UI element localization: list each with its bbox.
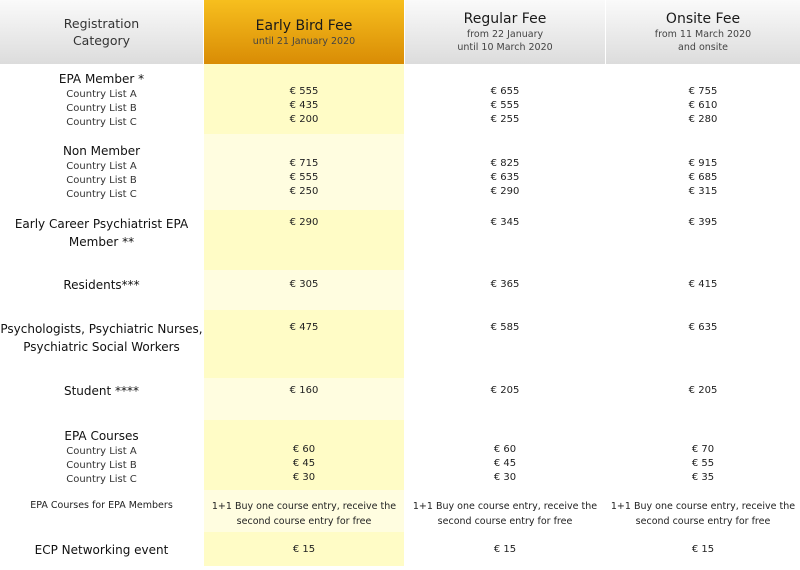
- row-non-member-category: [0, 142, 203, 202]
- offer-text: 1+1 Buy one course entry, receive the: [412, 501, 598, 512]
- price-value: € 15: [292, 544, 316, 555]
- price-cell-early: [204, 278, 404, 292]
- row-title: EPA Courses for EPA Members: [30, 500, 173, 511]
- row-epa-courses-category: [0, 427, 203, 487]
- row-sub-list-a: Country List A: [66, 89, 137, 100]
- offer-cell-early: [204, 499, 404, 529]
- row-sub-list-c: Country List C: [66, 117, 137, 128]
- offer-text: 1+1 Buy one course entry, receive the: [211, 501, 397, 512]
- header-early-dates: until 21 January 2020: [252, 35, 356, 47]
- price-value: € 55: [691, 458, 715, 469]
- price-value: € 715: [289, 158, 319, 169]
- price-value: € 435: [289, 100, 319, 111]
- price-cell-regular: [405, 216, 605, 230]
- header-early-bird-fee: [204, 0, 404, 64]
- price-cell-regular: [405, 278, 605, 292]
- price-value: € 160: [289, 385, 319, 396]
- price-cell-onsite: [606, 278, 800, 292]
- price-value: € 635: [688, 322, 718, 333]
- row-sub-list-c: Country List C: [66, 189, 137, 200]
- row-sub-list-a: Country List A: [66, 446, 137, 457]
- price-cell-onsite: [606, 216, 800, 230]
- price-value: € 60: [292, 444, 316, 455]
- row-residents-category: [0, 276, 203, 294]
- price-cell-onsite: [606, 384, 800, 398]
- offer-cell-regular: [405, 499, 605, 529]
- offer-text: second course entry for free: [236, 516, 372, 527]
- price-cell-regular: [405, 384, 605, 398]
- offer-text: second course entry for free: [437, 516, 573, 527]
- price-cell-regular: [405, 321, 605, 335]
- row-title: Psychologists, Psychiatric Nurses, Psychiatric Social Workers: [0, 322, 203, 354]
- row-sub-list-b: Country List B: [66, 460, 137, 471]
- price-value: € 655: [490, 86, 520, 97]
- price-cell-regular: [405, 443, 605, 485]
- row-title: Student ****: [63, 384, 140, 398]
- row-sub-list-b: Country List B: [66, 103, 137, 114]
- price-value: € 200: [289, 114, 319, 125]
- row-title: EPA Member *: [58, 72, 145, 86]
- price-cell-early: [204, 384, 404, 398]
- row-title: ECP Networking event: [34, 543, 169, 557]
- price-value: € 685: [688, 172, 718, 183]
- price-cell-regular: [405, 157, 605, 199]
- price-value: € 415: [688, 279, 718, 290]
- price-value: € 70: [691, 444, 715, 455]
- offer-text: second course entry for free: [635, 516, 771, 527]
- price-cell-early: [204, 85, 404, 127]
- price-value: € 30: [493, 472, 517, 483]
- header-regular-dates: from 22 January until 10 March 2020: [457, 29, 553, 53]
- price-value: € 555: [289, 172, 319, 183]
- header-registration-category: [0, 0, 203, 64]
- price-cell-onsite: [606, 543, 800, 557]
- price-value: € 15: [493, 544, 517, 555]
- row-ecp-member-category: [0, 215, 203, 251]
- price-value: € 635: [490, 172, 520, 183]
- price-value: € 45: [292, 458, 316, 469]
- price-value: € 555: [490, 100, 520, 111]
- row-title: Non Member: [62, 144, 141, 158]
- row-student-category: [0, 382, 203, 400]
- price-value: € 250: [289, 186, 319, 197]
- price-cell-onsite: [606, 321, 800, 335]
- row-courses-for-members-category: [0, 499, 203, 513]
- header-onsite-fee: [606, 0, 800, 64]
- offer-text: 1+1 Buy one course entry, receive the: [610, 501, 796, 512]
- row-psychologists-category: [0, 320, 203, 356]
- price-value: € 825: [490, 158, 520, 169]
- row-title: Residents***: [63, 278, 140, 292]
- price-cell-onsite: [606, 85, 800, 127]
- header-early-title: Early Bird Fee: [255, 17, 353, 34]
- price-value: € 30: [292, 472, 316, 483]
- price-cell-onsite: [606, 443, 800, 485]
- price-value: € 280: [688, 114, 718, 125]
- price-value: € 610: [688, 100, 718, 111]
- price-value: € 915: [688, 158, 718, 169]
- price-value: € 205: [688, 385, 718, 396]
- price-cell-early: [204, 443, 404, 485]
- header-onsite-dates: from 11 March 2020 and onsite: [654, 29, 752, 53]
- price-value: € 290: [490, 186, 520, 197]
- price-value: € 305: [289, 279, 319, 290]
- row-title: Early Career Psychiatrist EPA Member **: [14, 217, 189, 249]
- row-title: EPA Courses: [64, 429, 139, 443]
- price-cell-early: [204, 216, 404, 230]
- header-regular-fee: [405, 0, 605, 64]
- header-regular-title: Regular Fee: [463, 11, 547, 27]
- row-ecp-networking-category: [0, 541, 203, 559]
- price-value: € 45: [493, 458, 517, 469]
- offer-cell-onsite: [606, 499, 800, 529]
- price-cell-onsite: [606, 157, 800, 199]
- price-value: € 395: [688, 217, 718, 228]
- price-value: € 205: [490, 385, 520, 396]
- price-value: € 555: [289, 86, 319, 97]
- price-value: € 585: [490, 322, 520, 333]
- price-cell-early: [204, 157, 404, 199]
- row-sub-list-b: Country List B: [66, 175, 137, 186]
- price-value: € 255: [490, 114, 520, 125]
- row-sub-list-c: Country List C: [66, 474, 137, 485]
- price-value: € 15: [691, 544, 715, 555]
- header-category-label: Registration Category: [63, 16, 140, 48]
- price-value: € 60: [493, 444, 517, 455]
- price-value: € 755: [688, 86, 718, 97]
- price-value: € 35: [691, 472, 715, 483]
- header-onsite-title: Onsite Fee: [665, 11, 741, 27]
- price-value: € 475: [289, 322, 319, 333]
- price-value: € 290: [289, 217, 319, 228]
- price-value: € 365: [490, 279, 520, 290]
- price-cell-regular: [405, 85, 605, 127]
- price-cell-early: [204, 321, 404, 335]
- price-value: € 315: [688, 186, 718, 197]
- price-cell-regular: [405, 543, 605, 557]
- row-sub-list-a: Country List A: [66, 161, 137, 172]
- row-epa-member-category: [0, 70, 203, 130]
- price-cell-early: [204, 543, 404, 557]
- price-value: € 345: [490, 217, 520, 228]
